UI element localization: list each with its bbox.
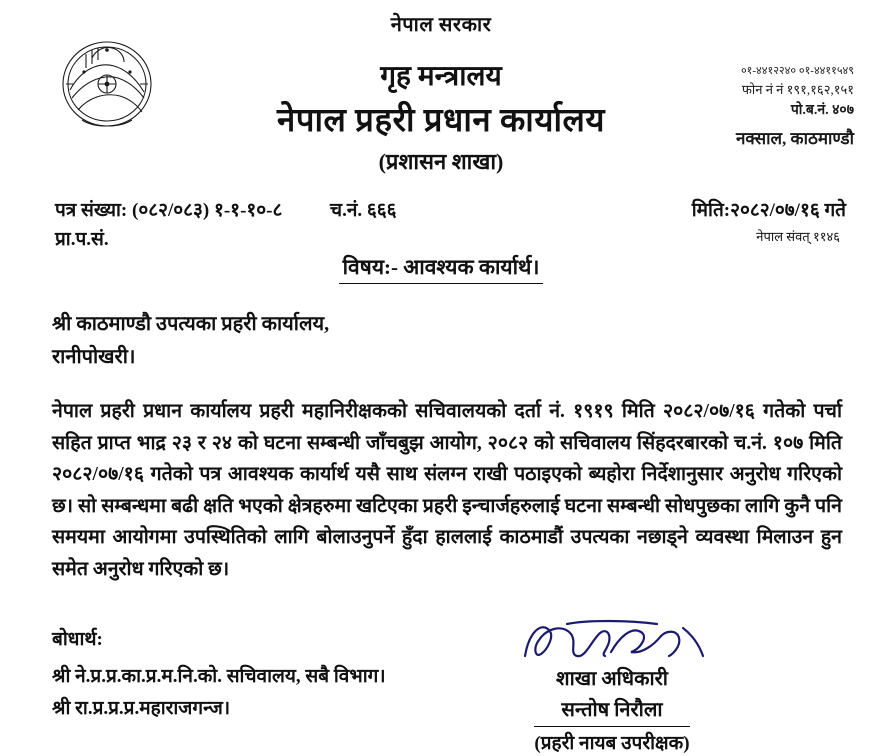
- signature-block: [462, 620, 762, 755]
- signature-scribble-icon: [462, 620, 762, 660]
- signatory-role: शाखा अधिकारी: [556, 668, 668, 690]
- chalani-value: ६६६: [366, 200, 397, 221]
- copy-to-item: श्री रा.प्र.प्र.प्र.महाराजगन्ज।: [52, 698, 231, 720]
- chalani-number-block: [330, 196, 397, 222]
- copy-to-title: बोधार्थ:: [52, 629, 103, 650]
- chalani-label: च.नं.: [330, 200, 363, 221]
- government-name: नेपाल सरकार: [390, 14, 492, 36]
- po-box: पो.ब.नं. ४०७: [790, 102, 854, 118]
- fax-number: फोन नं नं १९१,१६२,१५१: [741, 81, 854, 97]
- copy-to-block: [52, 624, 386, 726]
- letterhead: [0, 6, 882, 186]
- phone-numbers: ०१-४४१२२४० ०१-४४११५४९: [740, 65, 854, 77]
- branch-name: (प्रशासन शाखा): [378, 149, 504, 174]
- office-address: नक्साल, काठमाण्डौ: [736, 129, 854, 149]
- signatory-rank: (प्रहरी नायब उपरीक्षक): [534, 726, 689, 755]
- letter-number-block: [55, 196, 282, 255]
- letter-body: नेपाल प्रहरी प्रधान कार्यालय प्रहरी महानिरीक्षकको सचिवालयको दर्ता नं. १९१९ मिति २०८२/०७/१६ गतेको पर्चा सहित प्राप्त भाद्र २३ र २४ को घटना सम्बन्धी जाँचबुझ आयोग, २०८२ को सचिवालय सिंहदरबारको च.नं. १०७ मिति २०८२/०७/१६ गतेको पत्र आवश्यक कार्यार्थ यसै साथ संलग्न राखी पठाइएको ब्यहोरा निर्देशानुसार अनुरोध गरिएको छ। सो सम्बन्धमा बढी क्षति भएको क्षेत्रहरुमा खटिएका प्रहरी इन्चार्जहरुलाई घटना सम्बन्धी सोधपुछका लागि कुनै पनि समयमा आयोगमा उपस्थितिको लागि बोलाउनुपर्ने हुँदा हाललाई काठमाडौं उपत्यका नछाड्ने व्यवस्था मिलाउन हुन समेत अनुरोध गरिएको छ।: [52, 401, 842, 580]
- ministry-name: गृह मन्त्रालय: [380, 61, 502, 92]
- letter-number-value: (०८२/०८३) १-१-१०-८: [132, 200, 283, 221]
- date-label: मिति:: [691, 200, 731, 221]
- signatory-name: सन्तोष निरौला: [561, 699, 663, 721]
- nepal-sambat-note: नेपाल संवत् ११४६: [756, 229, 840, 244]
- subject-text: विषय:- आवश्यक कार्यार्थ।: [339, 253, 544, 284]
- date-value: २०८२/०७/१६ गते: [730, 200, 846, 221]
- office-name: नेपाल प्रहरी प्रधान कार्यालय: [276, 103, 606, 139]
- date-block: [692, 196, 846, 245]
- letter-number-line: [55, 196, 282, 225]
- addressee-line-2: रानीपोखरी।: [52, 346, 136, 368]
- contact-block: [664, 64, 854, 152]
- copy-to-item: श्री ने.प्र.प्र.का.प्र.म.नि.को. सचिवालय, सबै विभाग।: [52, 665, 386, 687]
- sub-reference-label: प्रा.प.सं.: [55, 229, 109, 251]
- addressee-line-1: श्री काठमाण्डौ उपत्यका प्रहरी कार्यालय,: [52, 313, 330, 335]
- subject-row: [0, 253, 882, 284]
- letter-number-label: पत्र संख्या:: [55, 200, 128, 221]
- addressee-block: [52, 308, 329, 374]
